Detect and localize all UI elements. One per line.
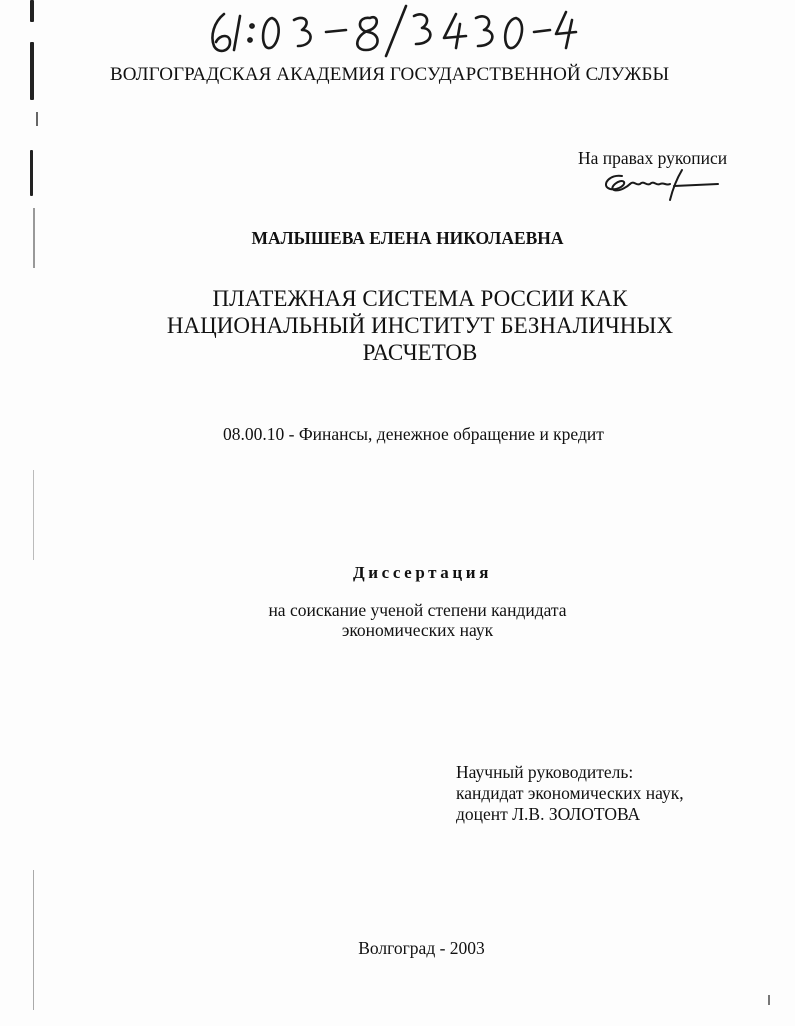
scan-edge-mark: [36, 112, 38, 126]
title-line: РАСЧЕТОВ: [362, 340, 478, 365]
scan-edge-mark: [30, 42, 34, 100]
supervisor-line: доцент Л.В. ЗОЛОТОВА: [456, 804, 641, 824]
dissertation-title: [150, 285, 690, 366]
supervisor-block: [456, 762, 684, 825]
signature-drawing: [600, 166, 720, 202]
handwritten-code-drawing: [200, 0, 580, 62]
manuscript-note: На правах рукописи: [578, 148, 728, 168]
scan-edge-mark: [30, 0, 34, 22]
specialty-code: 08.00.10 - Финансы, денежное обращение и кредит: [223, 424, 604, 444]
degree-line: экономических наук: [341, 620, 494, 640]
degree-line: на соискание ученой степени кандидата: [268, 600, 567, 620]
supervisor-line: кандидат экономических наук,: [456, 783, 684, 803]
scan-edge-mark: [768, 995, 770, 1005]
handwritten-catalog-code: [200, 0, 580, 62]
supervisor-line: Научный руководитель:: [456, 762, 634, 782]
degree-statement: [0, 600, 795, 640]
author-name: МАЛЫШЕВА ЕЛЕНА НИКОЛАЕВНА: [251, 228, 564, 248]
city-year: Волгоград - 2003: [358, 938, 485, 958]
scan-edge-mark: [30, 150, 33, 196]
institution-name: ВОЛГОГРАДСКАЯ АКАДЕМИЯ ГОСУДАРСТВЕННОЙ СЛУЖБЫ: [110, 64, 670, 85]
title-line: НАЦИОНАЛЬНЫЙ ИНСТИТУТ БЕЗНАЛИЧНЫХ: [166, 313, 674, 338]
title-line: ПЛАТЕЖНАЯ СИСТЕМА РОССИИ КАК: [212, 286, 628, 311]
scan-edge-mark: [33, 470, 34, 560]
document-type: Диссертация: [352, 563, 492, 582]
author-signature: [600, 166, 720, 202]
